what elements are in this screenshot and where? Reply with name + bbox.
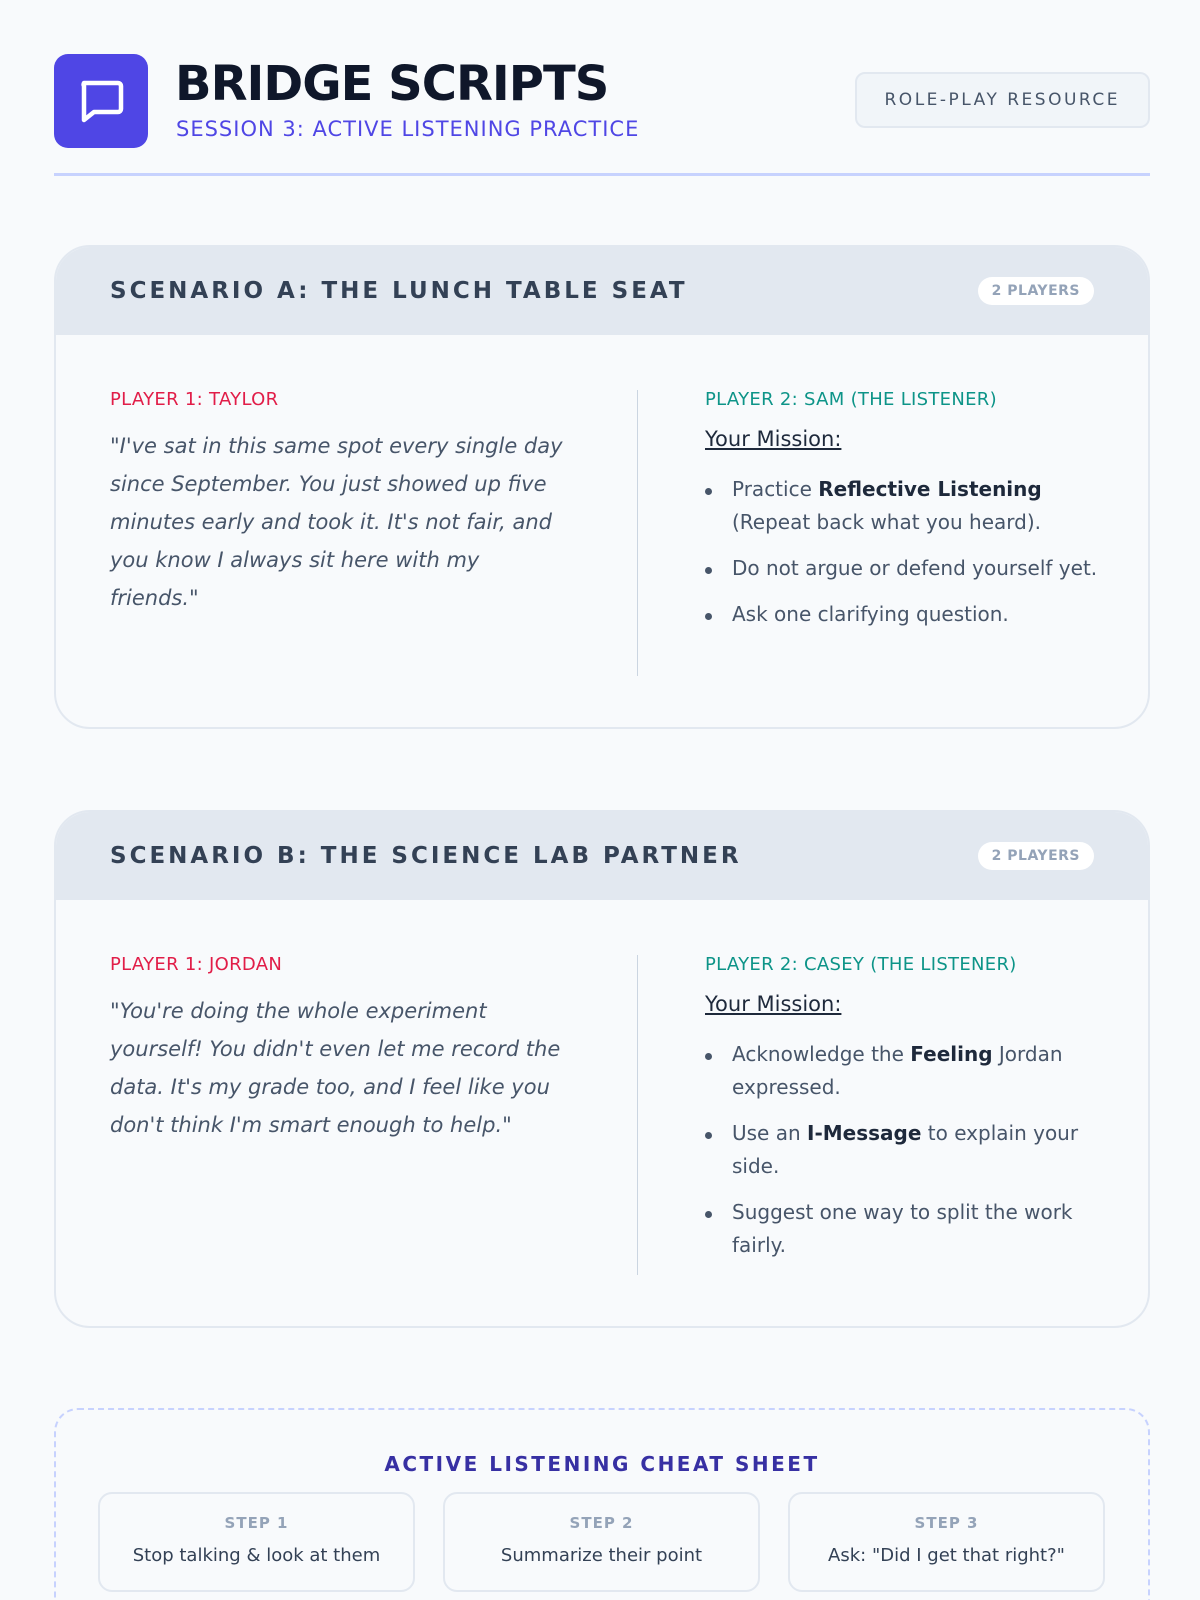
mission-item: Acknowledge the Feeling Jordan expressed. [705, 1038, 1105, 1104]
step-text: Stop talking & look at them [132, 1545, 381, 1566]
column-divider [637, 390, 638, 676]
scenario-header [56, 247, 1148, 335]
mission-item: Practice Reflective Listening (Repeat back what you heard). [705, 473, 1105, 539]
logo [54, 54, 148, 148]
steps-row [98, 1492, 1105, 1592]
step-card [443, 1492, 760, 1592]
player1-label: PLAYER 1: JORDAN [110, 954, 283, 975]
step-card [788, 1492, 1105, 1592]
mission-item: Do not argue or defend yourself yet. [705, 552, 1105, 585]
cheat-sheet [54, 1408, 1150, 1600]
cheat-sheet-title: ACTIVE LISTENING CHEAT SHEET [384, 1452, 820, 1476]
scenario-title: SCENARIO A: THE LUNCH TABLE SEAT [110, 278, 688, 304]
mission-item: Ask one clarifying question. [705, 598, 1105, 631]
page-title: BRIDGE SCRIPTS [175, 56, 609, 112]
page-subtitle: SESSION 3: ACTIVE LISTENING PRACTICE [176, 117, 640, 141]
mission-heading: Your Mission: [705, 427, 842, 451]
resource-badge: ROLE-PLAY RESOURCE [855, 72, 1151, 128]
mission-item: Use an I-Message to explain your side. [705, 1117, 1105, 1183]
player2-label: PLAYER 2: SAM (THE LISTENER) [705, 389, 997, 410]
scenario-card-b [54, 810, 1150, 1328]
player1-quote: "I've sat in this same spot every single day since September. You just showed up five minutes early and took it. It's not fair, and you know I always sit here with my friends." [110, 434, 563, 610]
scenario-card-a [54, 245, 1150, 729]
mission-item: Suggest one way to split the work fairly. [705, 1196, 1105, 1262]
chat-bubble-icon [76, 76, 126, 126]
scenario-title: SCENARIO B: THE SCIENCE LAB PARTNER [110, 843, 742, 869]
step-text: Summarize their point [500, 1545, 703, 1566]
step-label: STEP 1 [224, 1514, 289, 1532]
players-badge: 2 PLAYERS [978, 277, 1094, 305]
player1-quote: "You're doing the whole experiment yourself! You didn't even let me record the data. It's my grade too, and I feel like you don't think I'm smart enough to help." [110, 999, 561, 1137]
player2-label: PLAYER 2: CASEY (THE LISTENER) [705, 954, 1017, 975]
step-card [98, 1492, 415, 1592]
step-label: STEP 2 [569, 1514, 634, 1532]
player1-label: PLAYER 1: TAYLOR [110, 389, 279, 410]
mission-list [705, 1038, 1105, 1275]
mission-list [705, 473, 1105, 644]
scenario-body [56, 335, 1148, 727]
step-text: Ask: "Did I get that right?" [828, 1545, 1065, 1566]
page-header [54, 54, 1150, 176]
step-label: STEP 3 [914, 1514, 979, 1532]
scenario-header [56, 812, 1148, 900]
column-divider [637, 955, 638, 1275]
mission-heading: Your Mission: [705, 992, 842, 1016]
players-badge: 2 PLAYERS [978, 842, 1094, 870]
scenario-body [56, 900, 1148, 1326]
